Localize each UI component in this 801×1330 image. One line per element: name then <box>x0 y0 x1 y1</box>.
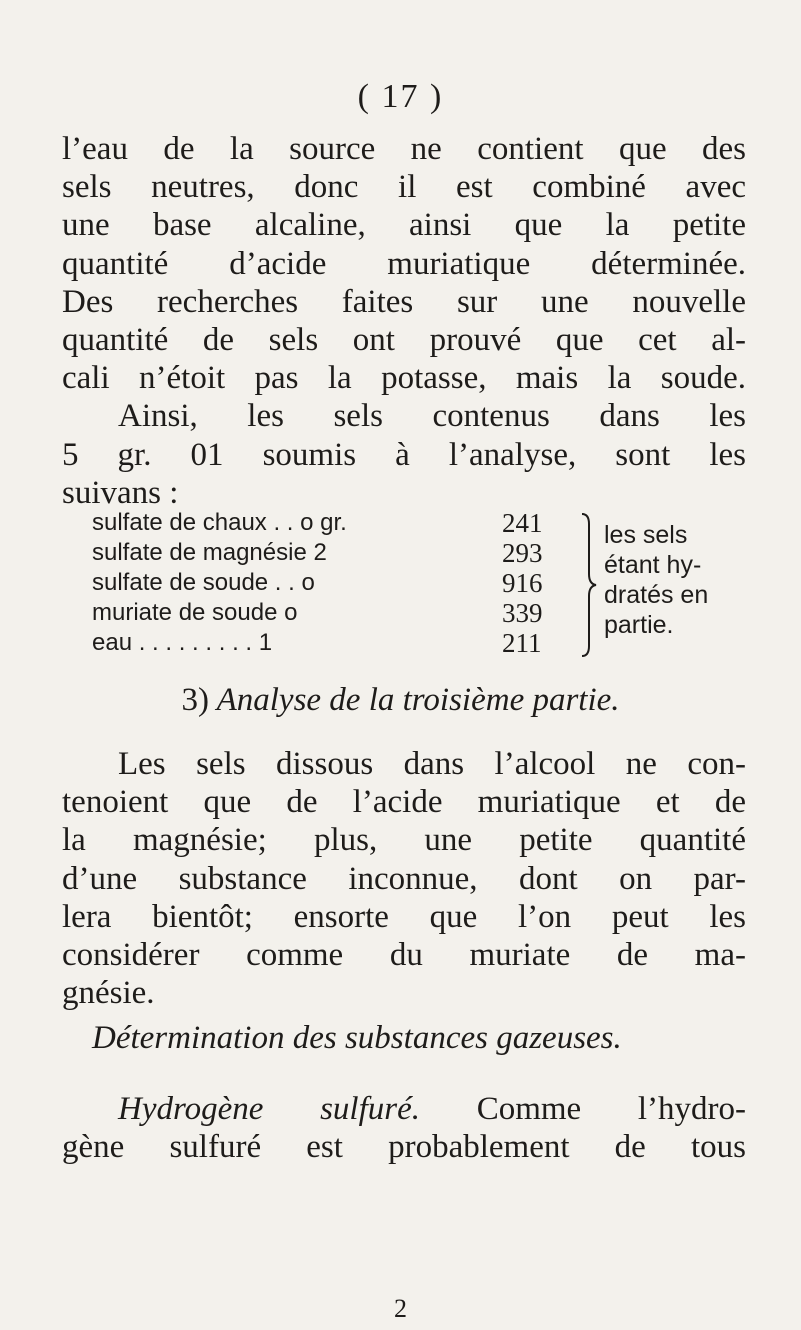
note-line: étant hy- <box>604 551 702 579</box>
text-line: quantité de sels ont prouvé que cet al- <box>62 322 746 359</box>
text-line: gnésie. <box>62 975 155 1012</box>
text-line: la magnésie; plus, une petite quantité <box>62 822 746 859</box>
text-line: Ainsi, les sels contenus dans les <box>118 398 746 435</box>
text-line <box>62 1090 746 1128</box>
text-line: tenoient que de l’acide muriatique et de <box>62 784 746 821</box>
curly-brace <box>580 512 598 658</box>
text-line: d’une substance inconnue, dont on par- <box>62 860 746 897</box>
note-line: les sels <box>604 521 688 549</box>
values-column <box>502 508 582 658</box>
section-heading <box>0 682 801 719</box>
section-number: 3) <box>181 682 209 718</box>
text-line: Des recherches faites sur une nouvelle <box>62 283 746 320</box>
text-line: Les sels dissous dans l’alcool ne con- <box>118 746 746 782</box>
text-line: cali n’étoit pas la potasse, mais la soude. <box>62 360 746 397</box>
table-row-value: 241 <box>502 508 543 538</box>
table-row-label: sulfate de soude . . o <box>92 569 315 596</box>
inline-italic-heading: Hydrogène sulfuré. <box>118 1091 420 1127</box>
text-line: lera bientôt; ensorte que l’on peut les <box>62 898 746 935</box>
salt-names-column <box>92 508 427 658</box>
text-line: suivans : <box>62 474 179 511</box>
note-line: partie. <box>604 611 674 639</box>
text-line: considérer comme du muriate de ma- <box>62 937 746 974</box>
table-note <box>604 520 764 640</box>
text-line: une base alcaline, ainsi que la petite <box>62 207 746 244</box>
section-title: Analyse de la troisième partie. <box>216 682 620 718</box>
note-line: dratés en <box>604 581 709 609</box>
text-line: gène sulfuré est probablement de tous <box>62 1129 746 1166</box>
table-row-value: 211 <box>502 628 542 658</box>
salts-table <box>92 508 762 663</box>
table-row-value: 293 <box>502 538 543 568</box>
table-row-value: 916 <box>502 568 543 598</box>
text-line: l’eau de la source ne contient que des <box>62 131 746 167</box>
table-row-label: sulfate de chaux . . o gr. <box>92 509 347 536</box>
paragraph-1 <box>62 130 746 512</box>
table-row-value: 339 <box>502 598 543 628</box>
page-number: ( 17 ) <box>357 78 444 115</box>
paragraph-2 <box>62 745 746 1012</box>
subsection-heading: Détermination des substances gazeuses. <box>92 1020 622 1056</box>
paragraph-3 <box>62 1090 746 1166</box>
table-row-label: muriate de soude o <box>92 599 298 626</box>
signature-mark: 2 <box>394 1294 407 1323</box>
text-line: sels neutres, donc il est combiné avec <box>62 169 746 206</box>
table-row-label: sulfate de magnésie 2 <box>92 539 327 566</box>
text-line: 5 gr. 01 soumis à l’analyse, sont les <box>62 436 746 473</box>
text-line: quantité d’acide muriatique déterminée. <box>62 245 746 282</box>
text-fragment: Comme l’hydro- <box>476 1091 747 1127</box>
table-row-label: eau . . . . . . . . . 1 <box>92 629 273 656</box>
